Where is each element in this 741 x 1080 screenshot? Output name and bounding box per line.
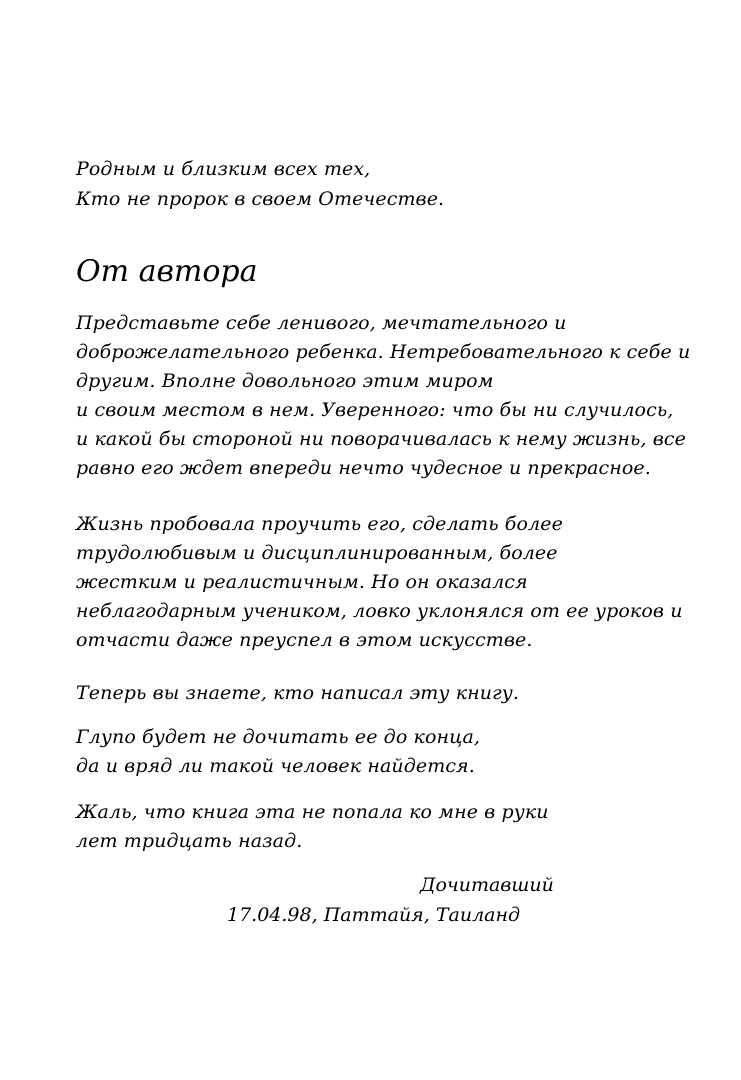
paragraph-1-line-3: другим. Вполне довольного этим миром <box>76 370 494 392</box>
dedication-line-2: Кто не пророк в своем Отечестве. <box>76 188 445 210</box>
paragraph-2-line-2: трудолюбивым и дисциплинированным, более <box>76 542 558 564</box>
paragraph-1-line-4: и своим местом в нем. Уверенного: что бы ни случилось, <box>76 399 674 421</box>
paragraph-2-line-3: жестким и реалистичным. Но он оказался <box>76 571 528 593</box>
paragraph-4-line-2: да и вряд ли такой человек найдется. <box>76 755 475 777</box>
paragraph-5-line-2: лет тридцать назад. <box>76 830 303 852</box>
paragraph-2-line-5: отчасти даже преуспел в этом искусстве. <box>76 629 533 651</box>
paragraph-1-line-6: равно его ждет впереди нечто чудесное и прекрасное. <box>76 457 651 479</box>
paragraph-3-line-1: Теперь вы знаете, кто написал эту книгу. <box>76 682 520 704</box>
paragraph-1-line-5: и какой бы стороной ни поворачивалась к нему жизнь, все <box>76 428 686 450</box>
signature-place-date: 17.04.98, Паттайя, Таиланд <box>227 904 521 926</box>
paragraph-1-line-1: Представьте себе ленивого, мечтательного и <box>76 312 567 334</box>
paragraph-5-line-1: Жаль, что книга эта не попала ко мне в руки <box>76 801 549 823</box>
signature-name: Дочитавший <box>420 874 554 896</box>
paragraph-1-line-2: доброжелательного ребенка. Нетребовательного к себе и <box>76 341 691 363</box>
paragraph-2-line-4: неблагодарным учеником, ловко уклонялся от ее уроков и <box>76 600 683 622</box>
section-heading: От автора <box>76 254 258 289</box>
paragraph-2-line-1: Жизнь пробовала проучить его, сделать более <box>76 513 563 535</box>
dedication-line-1: Родным и близким всех тех, <box>76 158 371 180</box>
paragraph-4-line-1: Глупо будет не дочитать ее до конца, <box>76 726 481 748</box>
